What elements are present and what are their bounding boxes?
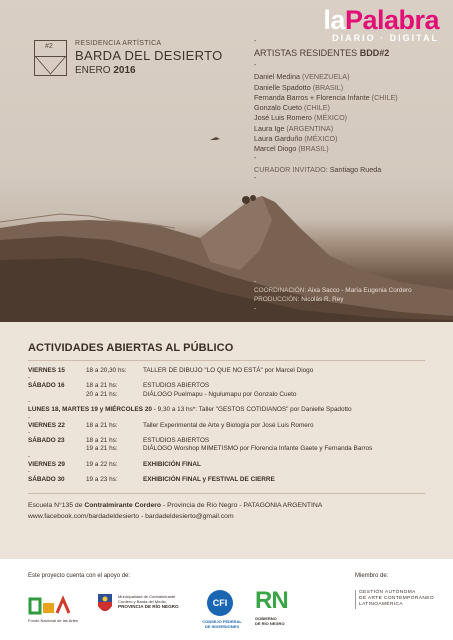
residency-label: RESIDENCIA ARTÍSTICA	[75, 40, 162, 47]
municipality-logo: Municipalidad de Contralmirante Cordero y Barda del Medio PROVINCIA DE RÍO NEGRO	[96, 592, 114, 621]
fna-logo-icon	[28, 595, 72, 617]
artist-item: Laura Garduño (MÉXICO)	[254, 134, 338, 144]
coordination-line: COORDINACIÓN: Aixa Sacco - María Eugenia Cordero	[254, 287, 412, 294]
residency-month: ENERO	[75, 65, 111, 76]
activity-row: VIERNES 29 19 a 22 hs: EXHIBICIÓN FINAL	[28, 460, 201, 468]
artist-list	[254, 72, 398, 154]
activity-row: VIERNES 15 18 a 20,30 hs: TALLER DE DIBUJO "LO QUE NO ESTÁ" por Marcel Diogo	[28, 367, 314, 374]
artist-item: José Luis Romero (MÉXICO)	[254, 113, 348, 123]
activity-row: SÁBADO 16 18 a 21 hs: ESTUDIOS ABIERTOS	[28, 382, 210, 390]
logo-subtitle: DIARIO · DIGITAL	[332, 33, 439, 43]
activities-list-a: VIERNES 15 18 a 20,30 hs: TALLER DE DIBUJO "LO QUE NO ESTÁ" por Marcel Diogo - SÁBADO 16 18 a 21 hs: ESTUDIOS ABIERTOS 20 a 21 hs: DIÁLOGO Puelmapu - Ngulumapu por Gonzalo Cueto	[28, 367, 425, 399]
credits-block: - COORDINACIÓN: Aixa Sacco - María Eugenia Cordero PRODUCCIÓN: Nicolás R. Rey -	[254, 278, 412, 312]
artist-item: Gonzalo Cueto (CHILE)	[254, 103, 330, 113]
shield-icon	[96, 592, 114, 616]
fna-logo: Fondo Nacional de las Artes	[28, 595, 72, 622]
divider	[28, 493, 425, 494]
address: Escuela N°135 de Contralmirante Cordero - Provincia de Río Negro - PATAGONIA ARGENTINA www.facebook.com/bardadeldesierto - bardadeldesierto@gmail.com	[28, 501, 323, 520]
badge-triangle-icon	[35, 56, 66, 76]
badge-number: #2	[45, 43, 53, 50]
logo-la: la	[323, 5, 345, 35]
artists-heading: ARTISTAS RESIDENTES BDD#2	[254, 48, 390, 58]
logo-palabra: Palabra	[344, 5, 439, 35]
activities-title: ACTIVIDADES ABIERTAS AL PÚBLICO	[28, 342, 234, 354]
contact-links[interactable]: www.facebook.com/bardadeldesierto - bardadeldesierto@gmail.com	[28, 512, 234, 520]
rio-negro-logo: RN GOBIERNO DE RÍO NEGRO	[255, 587, 288, 626]
activities-list-b: VIERNES 22 18 a 21 hs: Taller Experimental de Arte y Biología por José Luis Romero - SÁBADO 23 18 a 21 hs: ESTUDIOS ABIERTOS 19 a 21 hs: DIÁLOGO Worshop MIMETISMO por Florencia Infante Gaete y Fernanda Barros - VIERNES 29 19 a 22 hs: EXHIBICIÓN FINAL - SÁBADO 30 19 a 23 hs: EXHIBICIÓN FINAL y FESTIVAL DE CIERRE	[28, 422, 425, 485]
residency-title: BARDA DEL DESIERTO	[75, 48, 223, 63]
residency-date	[75, 65, 136, 76]
cfi-logo: CFI CONSEJO FEDERAL DE INVERSIONES	[203, 590, 233, 616]
residency-year: 2016	[113, 65, 136, 76]
activity-row: VIERNES 22 18 a 21 hs: Taller Experimental de Arte y Biología por José Luis Romero	[28, 421, 314, 429]
activity-row: 19 a 21 hs: DIÁLOGO Worshop MIMETISMO por Florencia Infante Gaete y Fernanda Barros	[86, 445, 373, 453]
artist-item: Danielle Spadotto (BRASIL)	[254, 82, 344, 92]
activity-row: SÁBADO 23 18 a 21 hs: ESTUDIOS ABIERTOS	[28, 437, 210, 445]
sponsors-label: Este proyecto cuenta con el apoyo de:	[28, 573, 131, 579]
member-label: Miembro de:	[355, 573, 389, 579]
activity-row: 20 a 21 hs: DIÁLOGO Puelmapu - Ngulumapu por Gonzalo Cueto	[86, 390, 297, 398]
divider	[28, 360, 425, 361]
artist-item: Fernanda Barros + Florencia Infante (CHILE)	[254, 92, 398, 102]
gac-logo: GESTIÓN AUTÓNOMA DE ARTE CONTEMPORÁNEO LATINOAMÉRICA	[355, 590, 434, 609]
artist-item: Laura Ige (ARGENTINA)	[254, 123, 334, 133]
activity-row-long: LUNES 18, MARTES 19 y MIÉRCOLES 20 - 9,30 a 13 hs*: Taller "GESTOS COTIDIANOS" por Danielle Spadotto	[28, 406, 352, 414]
activities-section: ACTIVIDADES ABIERTAS AL PÚBLICO VIERNES 15 18 a 20,30 hs: TALLER DE DIBUJO "LO QUE NO ESTÁ" por Marcel Diogo - SÁBADO 16 18 a 21 hs: ESTUDIOS ABIERTOS 20 a 21 hs: DIÁLOGO Puelmapu - Ngulumapu por Gonzalo Cueto - LUNES 18, MARTES 19 y MIÉRCOLES 20 - 9,30 a 13 hs*: Taller "GESTOS COTIDIANOS" por Danielle Spadotto - VIERNES 22 18 a 21 hs: Taller Experimental de Arte y Biología por José Luis Romero - SÁBADO 23 18 a 21 hs: ESTUDIOS ABIERTOS 19 a 21 hs: DIÁLOGO Worshop MIMETISMO por Florencia Infante Gaete y Fernanda Barros - VIERNES 29 19 a 22 hs: EXHIBICIÓN FINAL - SÁBADO 30 19 a 23 hs: EXHIBICIÓN FINAL y FESTIVAL DE CIERRE Escuela N°135 de Contralmirante Cordero - Provincia de Río Negro - PATAGONIA ARGENTINA www.facebook.com/bardadeldesierto - bardadeldesierto@gmail.com	[0, 322, 453, 559]
activity-row: SÁBADO 30 19 a 23 hs: EXHIBICIÓN FINAL y FESTIVAL DE CIERRE	[28, 476, 275, 484]
artist-item: Daniel Medina (VENEZUELA)	[254, 72, 350, 82]
artist-item: Marcel Diogo (BRASIL)	[254, 144, 329, 154]
residency-badge	[34, 40, 67, 76]
sponsors-section	[0, 559, 453, 640]
artists-block: - ARTISTAS RESIDENTES BDD#2 - Daniel Medina (VENEZUELA) Danielle Spadotto (BRASIL) Fernanda Barros + Florencia Infante (CHILE) Gonzalo Cueto (CHILE) José Luis Romero (MÉXICO) Laura Ige (ARGENTINA) Laura Garduño (MÉXICO) Marcel Diogo (BRASIL) - CURADOR INVITADO: Santiago Rueda -	[254, 38, 398, 182]
production-line: PRODUCCIÓN: Nicolás R. Rey	[254, 296, 344, 303]
curator-line: CURADOR INVITADO: Santiago Rueda	[254, 164, 382, 174]
